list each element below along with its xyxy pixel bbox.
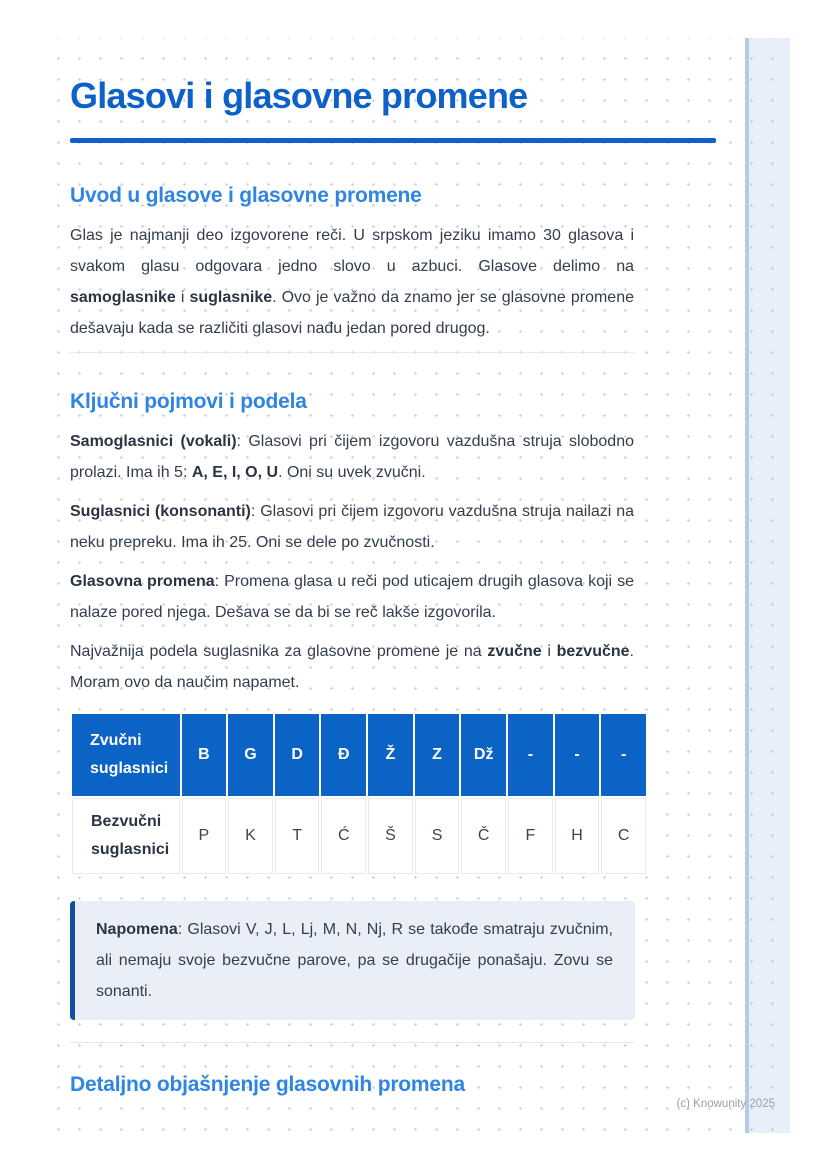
table-body-row [72,798,646,874]
zvucni-letter-cell: - [508,714,553,796]
term-zvucne: zvučne [487,643,542,660]
zvucni-letter-cell: - [601,714,646,796]
zvucni-letter-cell: Đ [321,714,366,796]
note-label: Napomena [96,921,178,938]
zvucni-letter-cell: D [275,714,320,796]
note-box [70,901,635,1020]
bezvucni-letter-cell: C [601,798,646,874]
bezvucni-letter-cell: S [415,798,460,874]
note-text: Napomena: Glasovi V, J, L, Lj, M, N, Nj, R se takođe smatraju zvučnim, ali nemaju svoje bezvučne parove, pa se drugačije ponašaju. Zovu se sonanti. [96,921,613,1000]
zvucni-letter-cell: B [182,714,227,796]
section-divider [70,1042,634,1043]
paragraph-konsonanti: Suglasnici (konsonanti): Glasovi pri čijem izgovoru vazdušna struja nailazi na neku prepreku. Ima ih 25. Oni se dele po zvučnosti. [70,503,634,551]
term-samoglasnici-vokali: Samoglasnici (vokali) [70,433,237,450]
bezvucni-letter-cell: Š [368,798,413,874]
footer-credit: (c) Knowunity 2025 [676,1098,775,1110]
bezvucni-letter-cell: Ć [321,798,366,874]
paragraph-glasovna-promena: Glasovna promena: Promena glasa u reči pod uticajem drugih glasova koji se nalaze pored njega. Dešava se da bi se reč lakše izgovorila. [70,573,635,621]
zvucni-letter-cell: G [228,714,273,796]
paragraph-vokali: Samoglasnici (vokali): Glasovi pri čijem izgovoru vazdušna struja slobodno prolazi. Ima ih 5: A, E, I, O, U. Oni su uvek zvučni. [70,433,634,481]
paragraph-intro: Glas je najmanji deo izgovorene reči. U srpskom jeziku imamo 30 glasova i svakom glasu odgovara jedno slovo u azbuci. Glasove delimo na samoglasnike i suglasnike. Ovo je važno da znamo jer se glasovne promene dešavaju kada se različiti glasovi nađu jedan pored drugog. [70,227,634,337]
zvucni-label-cell: Zvučni suglasnici [72,714,180,796]
bezvucni-letter-cell: F [508,798,553,874]
zvucni-letter-cell: Z [415,714,460,796]
section-heading-details: Detaljno objašnjenje glasovnih promena [70,1073,465,1096]
zvucni-letter-cell: - [555,714,600,796]
page-title: Glasovi i glasovne promene [70,75,528,116]
bezvucni-letter-cell: H [555,798,600,874]
consonants-table [70,712,648,876]
term-suglasnike: suglasnike [189,289,273,306]
term-vowels-list: A, E, I, O, U [191,464,279,481]
term-bezvucne: bezvučne [556,643,630,660]
zvucni-letter-cell: Dž [461,714,506,796]
bezvucni-letter-cell: K [228,798,273,874]
notebook-margin-strip [745,38,790,1133]
section-heading-key-terms: Ključni pojmovi i podela [70,390,307,413]
section-divider [70,352,634,353]
title-underline [70,138,716,143]
term-samoglasnike: samoglasnike [70,289,176,306]
bezvucni-label-cell: Bezvučni suglasnici [72,798,180,874]
term-glasovna-promena: Glasovna promena [70,573,215,590]
paragraph-podela: Najvažnija podela suglasnika za glasovne promene je na zvučne i bezvučne. Moram ovo da naučim napamet. [70,643,634,691]
document-content [70,75,716,1098]
zvucni-letter-cell: Ž [368,714,413,796]
bezvucni-letter-cell: Č [461,798,506,874]
bezvucni-letter-cell: P [182,798,227,874]
dotted-paper [40,38,790,1133]
section-heading-intro: Uvod u glasove i glasovne promene [70,184,422,207]
term-suglasnici-konsonanti: Suglasnici (konsonanti) [70,503,251,520]
bezvucni-letter-cell: T [275,798,320,874]
paragraph-intro-text: Glas je najmanji deo izgovorene reči. U srpskom jeziku imamo 30 glasova i svakom glasu odgovara jedno slovo u azbuci. Glasove delimo na [70,227,634,275]
table-header-row [72,714,646,796]
